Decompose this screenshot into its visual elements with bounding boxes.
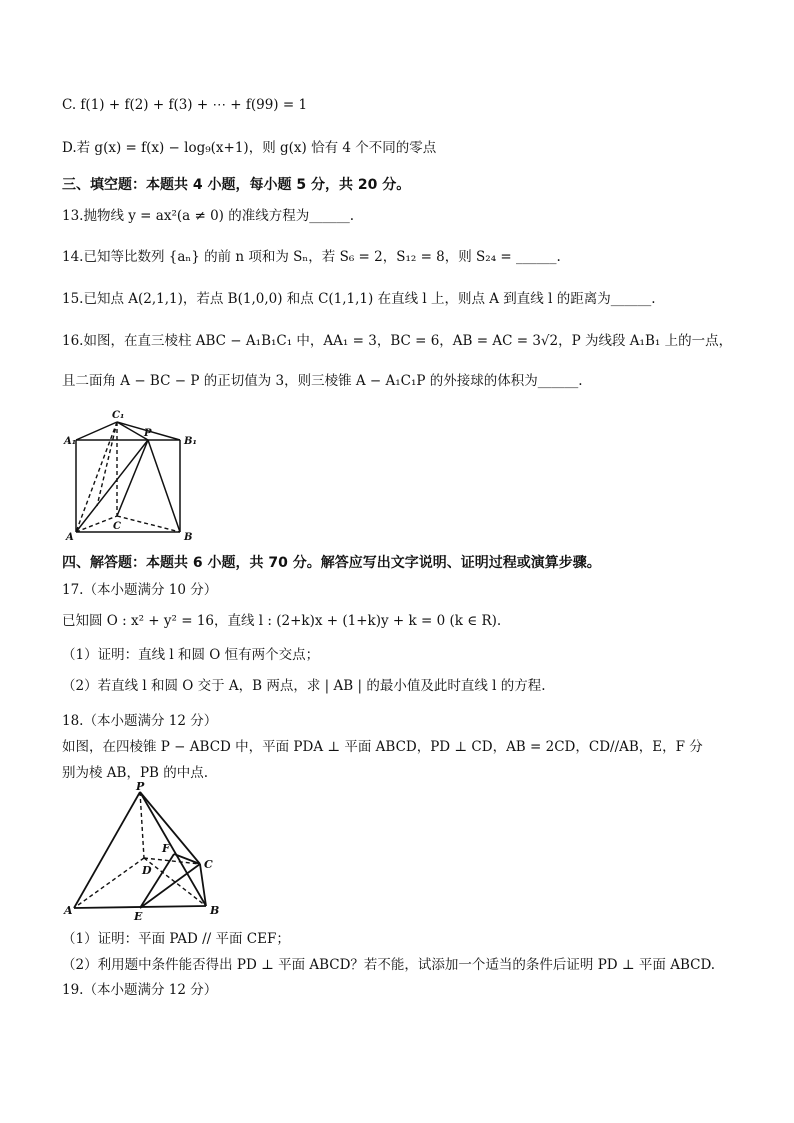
label-b: B [184,532,193,543]
label-p: P [136,782,145,793]
question-17-part2: （2）若直线 l 和圆 O 交于 A，B 两点，求 | AB | 的最小值及此时直线 l 的方程. [62,678,546,694]
label-b1: B₁ [184,436,197,447]
label-e: E [134,910,143,922]
question-14: 14.已知等比数列 {aₙ} 的前 n 项和为 Sₙ，若 S₆ = 2，S₁₂ = 8，则 S₂₄ = ______. [62,249,561,265]
option-d: D.若 g(x) = f(x) − log₉(x+1)，则 g(x) 恰有 4 个不同的零点 [62,140,437,156]
question-17-stem: 已知圆 O : x² + y² = 16，直线 l : (2+k)x + (1+k)y + k = 0 (k ∈ R). [62,613,502,629]
label-a: A [66,532,74,543]
question-19-header: 19.（本小题满分 12 分） [62,982,218,998]
label-p: P [144,428,152,439]
label-a1: A₁ [64,436,77,447]
question-18-stem-line2: 别为棱 AB，PB 的中点. [62,765,209,781]
question-16-line2: 且二面角 A − BC − P 的正切值为 3，则三棱锥 A − A₁C₁P 的外接球的体积为______. [62,373,583,389]
question-13: 13.抛物线 y = ax²(a ≠ 0) 的准线方程为______. [62,208,355,224]
label-c: C [204,858,213,871]
section-3-heading: 三、填空题：本题共 4 小题，每小题 5 分，共 20 分。 [62,177,411,193]
section-4-heading: 四、解答题：本题共 6 小题，共 70 分。解答应写出文字说明、证明过程或演算步骤。 [62,555,601,571]
pyramid-figure [62,782,232,922]
question-18-part1: （1）证明：平面 PAD // 平面 CEF； [62,931,290,947]
label-c: C [113,521,121,532]
question-15: 15.已知点 A(2,1,1)，若点 B(1,0,0) 和点 C(1,1,1) 在直线 l 上，则点 A 到直线 l 的距离为______. [62,291,656,307]
label-f: F [162,842,170,855]
prism-figure [62,408,202,543]
label-a: A [64,904,73,917]
question-18-header: 18.（本小题满分 12 分） [62,713,218,729]
option-c: C. f(1) + f(2) + f(3) + ⋯ + f(99) = 1 [62,97,308,113]
question-16-line1: 16.如图，在直三棱柱 ABC − A₁B₁C₁ 中，AA₁ = 3，BC = 6，AB = AC = 3√2，P 为线段 A₁B₁ 上的一点， [62,333,733,349]
question-18-part2: （2）利用题中条件能否得出 PD ⊥ 平面 ABCD？若不能，试添加一个适当的条件后证明 PD ⊥ 平面 ABCD. [62,957,716,973]
question-17-part1: （1）证明：直线 l 和圆 O 恒有两个交点； [62,647,320,663]
label-d: D [142,864,152,877]
question-18-stem-line1: 如图，在四棱锥 P − ABCD 中，平面 PDA ⊥ 平面 ABCD，PD ⊥ CD，AB = 2CD，CD//AB，E，F 分 [62,739,703,755]
label-c1: C₁ [112,410,125,421]
question-17-header: 17.（本小题满分 10 分） [62,582,218,598]
label-b: B [210,904,220,917]
